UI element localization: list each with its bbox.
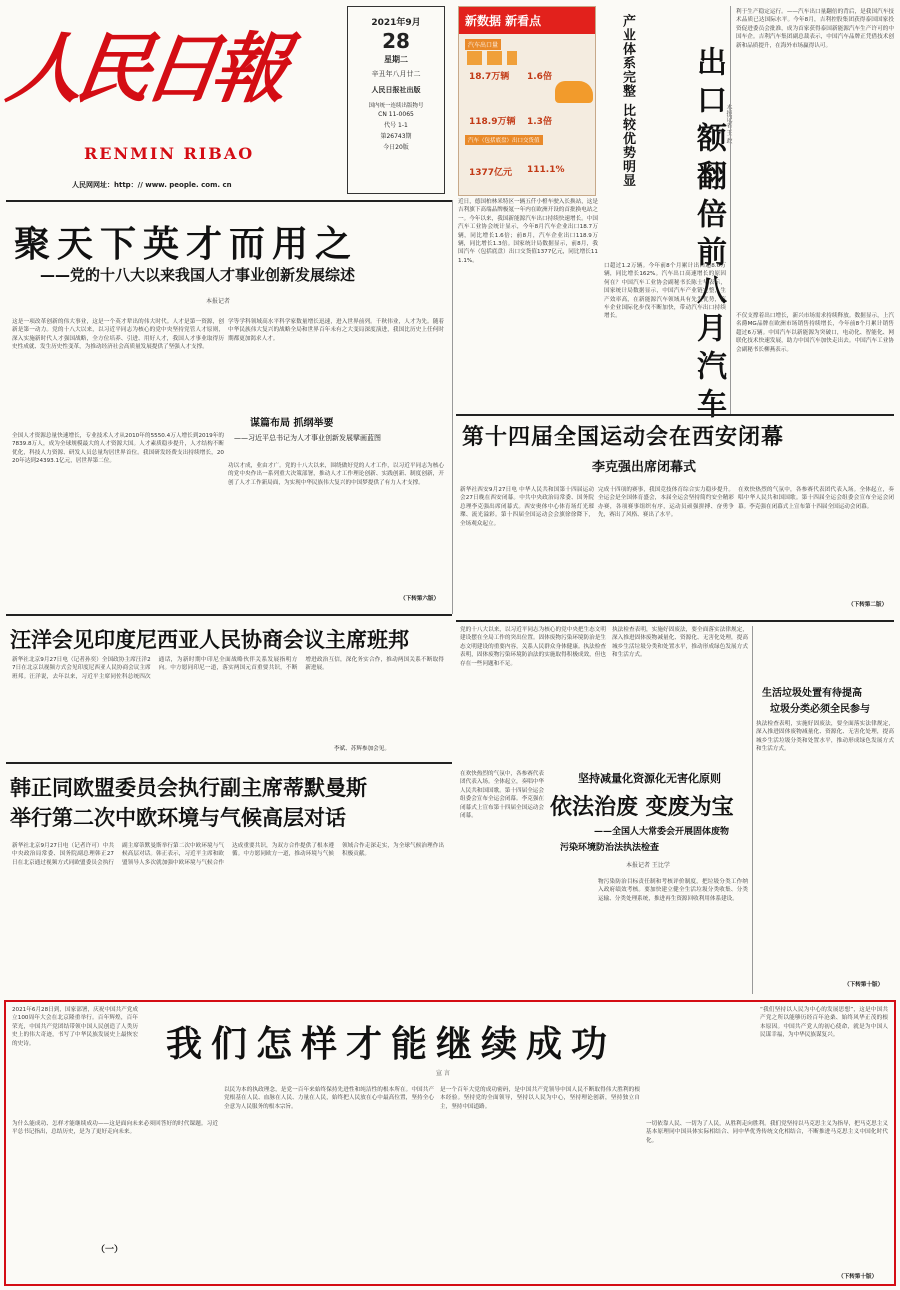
auto-text-3: 利于生产稳定运行。——汽车出口量翻倍的背后，是我国汽车技术品质已达国际水平。今年8月，吉利控股集团获得泰国国家投资促进委员会批准，成为首家获得泰国新能源汽车生产许可的中国车企。吉利汽车集团副总裁表示，中国汽车品牌正凭借技术创新和品质提升，在海外市场赢得认可。 xyxy=(736,9,894,49)
waste-text-4: 在欢快热烈的气氛中，各参赛代表团代表入场。全体起立，奏唱中华人民共和国国歌。第十四届全运会组委会宣布全运会闭幕。李克强在闭幕式上宣布第十四届全国运动会闭幕。 xyxy=(460,771,544,820)
games-text-1: 新华社西安9月27日电 中华人民共和国第十四届运动会27日晚在西安闭幕。中共中央政治局常委、国务院总理李克强出席闭幕式。西安奥体中心体育场灯光璀璨、流光溢彩。第十四届全国运动会会旗徐徐降下，全场观众起立。 xyxy=(460,487,594,527)
editorial-section: （一） xyxy=(96,1245,124,1255)
games-more: （下转第二版） xyxy=(848,602,888,608)
bar-icon xyxy=(467,51,517,65)
han-text: 新华社北京9月27日电（记者许可）中共中央政治局常委、国务院副总理韩正27日在北京通过视频方式同欧盟委员会执行副主席蒂默曼斯举行第二次中欧环境与气候高层对话。韩正表示，习近平主席和欧盟领导人多次就加强中欧环境与气候合作达成重要共识，为双方合作提供了根本遵循。中方愿同欧方一道，推动环境与气候领域合作走深走实，为全球气候治理作出积极贡献。 xyxy=(12,843,444,866)
infographic-label-3: 汽车（包括底盘）出口交货值 xyxy=(465,135,543,145)
waste-byline: 本报记者 王比学 xyxy=(626,862,670,869)
wang-text: 新华社北京9月27日电（记者孙奕）全国政协主席汪洋27日在北京以视频方式会见印度尼西亚人民协商会议主席班邦。汪洋说，去年以来，习近平主席同佐科总统四次通话，为新时期中印尼全面战略伙伴关系发展指明方向。中方愿同印尼一道，落实两国元首重要共识，不断增进政治互信，深化务实合作，推动两国关系不断取得新进展。 xyxy=(12,657,444,680)
games-headline: 第十四届全国运动会在西安闭幕 xyxy=(462,424,785,450)
masthead xyxy=(1,4,340,194)
auto-subhead: 产业体系完整 比较优势明显 xyxy=(620,14,635,188)
dateline-box xyxy=(347,6,445,194)
talent-subhead: ——党的十八大以来我国人才事业创新发展综述 xyxy=(40,266,356,284)
date-code: 代号 1-1 xyxy=(384,122,408,129)
waste-text-5: 执法检查表明，实施好固废法，要全面落实法律规定，深入推进固体废物减量化、资源化、无害化处理，提高城乡生活垃圾分类和处置水平，推动形成绿色发展方式和生活方式。 xyxy=(756,721,894,753)
talent-text-2: 全国人才资源总量快速增长，专业技术人才从2010年的5550.4万人增长到2019年的7839.8万人，成为全球规模最大的人才资源大国。人才素质稳步提升，人才结构不断优化，科技人力资源、研发人员总量均居世界首位。我国研发经费支出持续增长，2020年达到24393.1亿元，居世界第二位。 xyxy=(12,433,224,465)
infographic-growth-3: 111.1% xyxy=(527,165,565,175)
infographic-title: 新数据 新看点 xyxy=(459,7,595,34)
games-text-2: 完成十四项的赛事，我国竞技体育综合实力稳步提升。全运会是全国体育盛会，本届全运会坚持简约安全精彩办赛，各项赛事组织有序，运动员顽强拼搏、奋勇争先，赛出了风格、赛出了水平。 xyxy=(598,487,734,519)
waste-text-2: 执法检查表明，实施好固废法，要全面落实法律规定，深入推进固体废物减量化、资源化、无害化处理，提高城乡生活垃圾分类和处置水平，推动形成绿色发展方式和生活方式。 xyxy=(612,627,748,659)
editorial-text-5: 一切依靠人民、一切为了人民，从胜利走向胜利。我们党坚持以马克思主义为指导，把马克思主义基本原理同中国具体实际相结合、同中华优秀传统文化相结合，不断推进马克思主义中国化时代化。 xyxy=(646,1121,888,1144)
talent-text-4: 功以才成，业由才广。党的十八大以来，围绕做好党的人才工作，以习近平同志为核心的党中央作出一系列重大决策部署，推动人才工作理论创新、实践创新、制度创新，开创了人才工作新局面，为实现中华民族伟大复兴的中国梦提供了有力人才支撑。 xyxy=(228,463,444,486)
waste-subhead-2: 污染环境防治法执法检查 xyxy=(560,843,660,853)
waste-headline: 依法治废 变废为宝 xyxy=(550,794,734,820)
waste-text-3: 物污染防治目标责任制和考核评价制度，把垃圾分类工作纳入政府绩效考核。要加快建立健全生活垃圾分类收集、分类运输、分类处理系统，推进再生资源回收利用体系建设。 xyxy=(598,879,748,902)
auto-headline: 出口额翻倍前八月汽车 xyxy=(691,46,726,426)
infographic-growth-1: 1.6倍 xyxy=(527,72,552,82)
auto-text-1: 近日，德国柏林米特区一辆五仟小橙车驶入长换站，这是吉利旗下高端品牌极氪一年内在欧洲开设的首批换电站之一。今年以来，我国新能源汽车出口持续快速增长。中国汽车工业协会统计显示，今年8月汽车企业出口18.7万辆，同比增长1.6倍；前8月，汽车企业出口118.9万辆，同比增长1.3倍。国家统计局数据显示，前8月，我国汽车（包括底盘）出口交货值1377亿元，同比增长111.1%。 xyxy=(458,199,598,264)
han-headline-1: 韩正同欧盟委员会执行副主席蒂默曼斯 xyxy=(10,775,367,800)
waste-text-1: 党的十八大以来，以习近平同志为核心的党中央把生态文明建设摆在全局工作的突出位置。固体废物污染环境防治是生态文明建设的重要内容，关系人民群众身体健康。执法检查表明，固体废物污染环境防治法的实施取得积极成效，但也存在一些问题和不足。 xyxy=(460,627,606,667)
talent-more: （下转第六版） xyxy=(400,596,440,602)
date-lunar: 辛丑年八月廿二 xyxy=(371,70,421,78)
date-day: 28 xyxy=(382,29,410,53)
waste-side-headline-2: 垃圾分类必须全民参与 xyxy=(770,704,870,715)
editorial-text-2: 为什么能成功、怎样才能继续成功——这是面向未来必须回答好的时代课题。习近平总书记指出，总结历史，是为了更好走向未来。 xyxy=(12,1121,218,1136)
han-headline-2: 举行第二次中欧环境与气候高层对话 xyxy=(10,805,346,830)
talent-text-1: 这是一项改革创新的伟大事业，这是一个英才辈出的伟大时代。人才是第一资源，创新是第一动力。党的十八大以来，以习近平同志为核心的党中央坚持党管人才原则，深入实施新时代人才强国战略，全方位培养、引进、用好人才，我国人才事业取得历史性成就、发生历史性变革，为推动经济社会高质量发展提供了坚强人才支撑。 xyxy=(12,319,224,351)
editorial-text-3: 以民为本的执政理念，是党一百年来始终保持先进性和纯洁性的根本所在。中国共产党根基在人民、血脉在人民、力量在人民，始终把人民放在心中最高位置，坚持全心全意为人民服务的根本宗旨。 xyxy=(224,1087,434,1110)
infographic-value-2: 118.9万辆 xyxy=(469,117,516,127)
infographic-label-1: 汽车出口量 xyxy=(465,39,501,50)
editorial-more: （下转第十版） xyxy=(838,1274,878,1280)
waste-subhead-1: ——全国人大常委会开展固体废物 xyxy=(594,827,730,837)
date-pages: 今日20版 xyxy=(383,144,409,151)
car-icon xyxy=(555,81,593,103)
editorial-text-6: “我们坚持以人民为中心的发展思想”，这是中国共产党之所以能够历经百年沧桑、始终风华正茂的根本原因。中国共产党人的初心使命，就是为中国人民谋幸福，为中华民族谋复兴。 xyxy=(760,1007,888,1039)
editorial-headline: 我们怎样才能继续成功 xyxy=(166,1023,617,1065)
date-issue: 第26743期 xyxy=(380,133,412,140)
date-publisher: 人民日报社出版 xyxy=(371,86,421,94)
infographic-value-3: 1377亿元 xyxy=(469,168,513,178)
date-cn-no: CN 11-0065 xyxy=(378,111,414,118)
wang-more: 李斌、苏辉参加会见。 xyxy=(334,746,390,752)
editorial-text-4: 是一个百年大党的成功密码，是中国共产党领导中国人民不断取得伟大胜利的根本经验。坚持党的全面领导，坚持以人民为中心，坚持理论创新，坚持独立自主，坚持中国道路。 xyxy=(440,1087,640,1110)
masthead-pinyin: RENMIN RIBAO xyxy=(84,144,255,163)
waste-kicker: 坚持减量化资源化无害化原则 xyxy=(578,772,721,785)
talent-subhead-3: ——习近平总书记为人才事业创新发展擘画蓝图 xyxy=(234,434,381,442)
auto-text-2: 口超过1.2万辆。今年前8个月累计出口超8.6万辆，同比增长162%。汽车出口高速增长的原因何在？中国汽车工业协会副秘书长陈士华表示，国家统计局数据显示，中国汽车产业链完整，生产效率高，在新能源汽车领域具有先发优势，汽车企业国际化步伐不断加快，带动汽车出口持续增长。 xyxy=(604,263,726,320)
masthead-logo: 人民日報 xyxy=(1,24,287,113)
talent-byline: 本报记者 xyxy=(206,298,231,305)
waste-side-headline-1: 生活垃圾处置有待提高 xyxy=(762,688,862,699)
date-year-month: 2021年9月 xyxy=(371,18,421,28)
games-text-3: 在欢快热烈的气氛中，各参赛代表团代表入场。全体起立，奏唱中华人民共和国国歌。第十四届全运会组委会宣布全运会闭幕。李克强在闭幕式上宣布第十四届全国运动会闭幕。 xyxy=(738,487,894,510)
wang-headline: 汪洋会见印度尼西亚人民协商会议主席班邦 xyxy=(10,627,409,652)
talent-subhead-2: 谋篇布局 抓纲举要 xyxy=(250,418,334,429)
waste-more: （下转第十版） xyxy=(844,982,884,988)
games-subhead: 李克强出席闭幕式 xyxy=(592,460,697,475)
infographic-value-1: 18.7万辆 xyxy=(469,72,510,82)
date-cn-label: 国内统一连续出版物号 xyxy=(368,103,424,109)
auto-text-4: 不仅支撑着出口增长，新兴市场需求持续释放。数据显示，上汽名爵MG品牌在欧洲市场销售持续增长，今年前8个月累计销售超过6万辆。中国汽车以新能源为突破口，电动化、智能化、网联化技术快速发展，助力中国汽车加快走出去。中国汽车工业协会副秘书长柳燕表示。 xyxy=(736,313,894,353)
editorial-byline: 宣 言 xyxy=(436,1070,450,1077)
editorial-text-1: 2021年6月28日到，国家部署，庆祝中国共产党成立100周年大会在北京隆重举行。百年辉煌，百年荣光，中国共产党团结带领中国人民创造了人类历史上的伟大奇迹，书写了中华民族发展史上最恢宏的史诗。 xyxy=(12,1007,138,1047)
talent-text-3: 学等学科领域高水平科学家数量增长迅速，进入世界前列。千秋伟业，人才为先。随着中华民族伟大复兴的战略全局和世界百年未有之大变局深度演进，我国比历史上任何时期都更加渴求人才。 xyxy=(228,319,444,342)
infographic-growth-2: 1.3倍 xyxy=(527,117,552,127)
infographic xyxy=(458,6,596,196)
talent-headline: 聚天下英才而用之 xyxy=(14,223,359,265)
auto-byline: 本报记者 王 政 xyxy=(725,104,732,144)
date-weekday: 星期二 xyxy=(384,55,408,64)
masthead-website: 人民网网址：http：// www. people. com. cn xyxy=(72,181,232,189)
